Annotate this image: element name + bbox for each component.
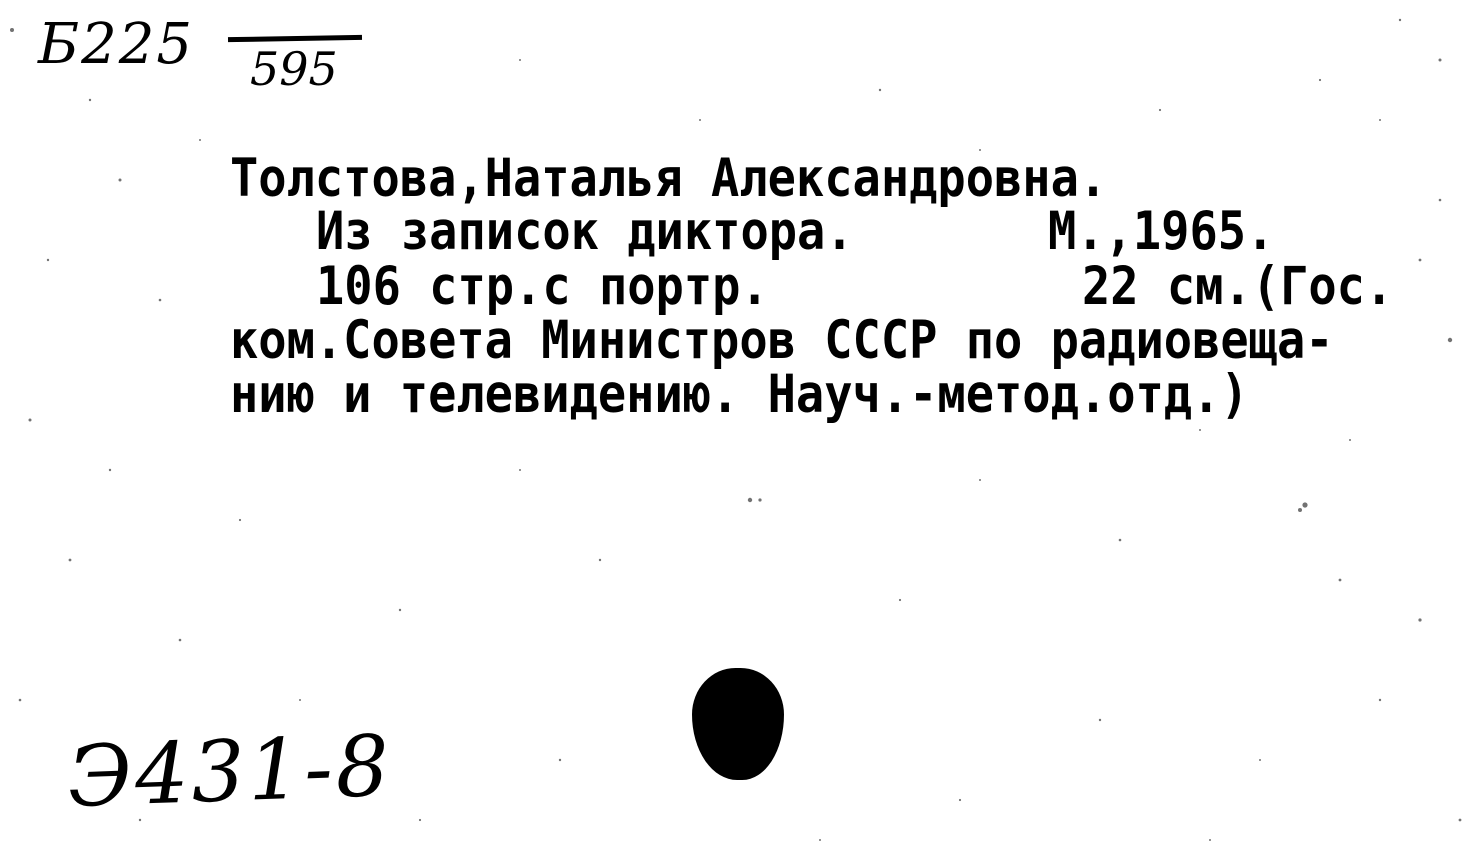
- inventory-number: Э431-8: [66, 716, 394, 826]
- size-and-series-start: 22 см.(Гос.: [1082, 255, 1394, 318]
- shelf-denominator: 595: [250, 42, 338, 96]
- imprint: М.,1965.: [1048, 200, 1275, 263]
- shelf-code: Б225: [38, 12, 195, 77]
- series-line-2: ком.Совета Министров СССР по радиовеща-: [230, 309, 1334, 372]
- author-line: Толстова,Наталья Александровна.: [230, 147, 1108, 210]
- pagination: 106 стр.с портр.: [316, 255, 769, 318]
- series-line-3: нию и телевидению. Науч.-метод.отд.): [230, 363, 1249, 426]
- book-title: Из записок диктора.: [316, 200, 854, 263]
